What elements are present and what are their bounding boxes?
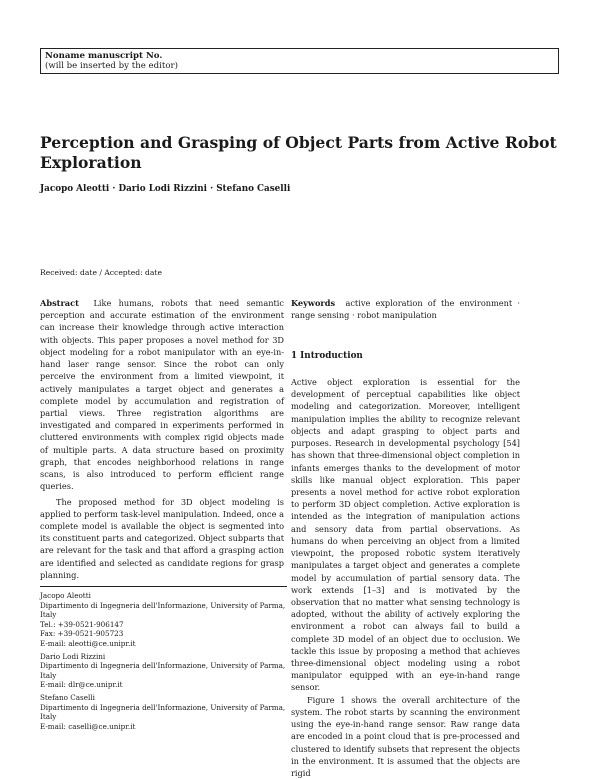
abstract-section bbox=[40, 297, 284, 581]
affiliation-3 bbox=[40, 693, 287, 731]
manuscript-note: (will be inserted by the editor) bbox=[45, 61, 178, 72]
keywords-label: Keywords bbox=[291, 298, 336, 308]
intro-paragraph-1: Active object exploration is essential for the development of perceptual capabilities like object modeling and categorization. Moreover, intelligent manipulation implies the ability to recognize relevant objects and adapt grasping to object parts and purposes. Research in developmental psychology [54] has shown that three-dimensional object completion in infants emerges thanks to the development of motor skills like manual object exploration. This paper presents a novel method for active robot exploration to perform 3D object completion. Active exploration is intended as the integration of manipulation actions and sensory data from partial observations. As humans do when perceiving an object from a limited viewpoint, the proposed robotic system iteratively manipulates a target object and generates a complete model by accumulation of partial sensory data. The work extends [1–3] and is motivated by the observation that no matter what sensing technology is adopted, without the ability of actively exploring the environment a robot can always fail to build a complete 3D model of an object due to occlusion. We tackle this issue by proposing a method that achieves three-dimensional object modeling using a robot manipulator equipped with an eye-in-hand range sensor. bbox=[291, 377, 520, 693]
manuscript-info-box bbox=[40, 48, 559, 74]
abstract-text-1: Like humans, robots that need semantic perception and accurate estimation of the environment can increase their knowledge through active interaction with objects. This paper proposes a novel method for 3D object modeling for a robot manipulator with an eye-in-hand laser range sensor. Since the robot can only perceive the environment from a limited viewpoint, it actively manipulates a target object and generates a complete model by accumulation and registration of partial views. Three registration algorithms are investigated and compared in experiments performed in cluttered environments with complex rigid objects made of multiple parts. A data structure based on proximity graph, that encodes neighborhood relations in range scans, is also introduced to perform efficient range queries. bbox=[40, 298, 284, 492]
affiliation-tel: Tel.: +39-0521-906147 bbox=[40, 619, 124, 629]
affiliation-name: Stefano Caselli bbox=[40, 692, 95, 702]
affiliation-email: E-mail: aleotti@ce.unipr.it bbox=[40, 638, 136, 648]
introduction-body bbox=[291, 376, 520, 779]
abstract-paragraph-2: The proposed method for 3D object modeling is applied to perform task-level manipulation. Indeed, once a complete model is available the object is segmented into its constituent parts and categorized. Object subparts that are relevant for the task and that afford a grasping action are identified and selected as candidate regions for grasp planning. bbox=[40, 496, 284, 580]
affiliation-email: E-mail: dlr@ce.unipr.it bbox=[40, 680, 123, 690]
paper-title: Perception and Grasping of Object Parts from Active Robot Exploration bbox=[40, 133, 557, 172]
affiliation-name: Dario Lodi Rizzini bbox=[40, 651, 106, 661]
received-date: Received: date / Accepted: date bbox=[40, 268, 162, 277]
affiliation-fax: Fax: +39-0521-905723 bbox=[40, 629, 124, 639]
affiliation-2 bbox=[40, 652, 287, 690]
affiliation-dept: Dipartimento di Ingegneria dell'Informazione, University of Parma, Italy bbox=[40, 702, 286, 722]
intro-paragraph-2: Figure 1 shows the overall architecture of the system. The robot starts by scanning the environment using the eye-in-hand range sensor. Raw range data are encoded in a point cloud that is pre-processed and clustered to identify subsets that represent the objects in the environment. It is assumed that the objects are rigid bbox=[291, 694, 520, 778]
abstract-paragraph-1 bbox=[40, 297, 284, 493]
affiliation-1 bbox=[40, 591, 287, 649]
section-heading-introduction: 1 Introduction bbox=[291, 351, 363, 361]
affiliation-dept: Dipartimento di Ingegneria dell'Informazione, University of Parma, Italy bbox=[40, 600, 286, 620]
keywords-section bbox=[291, 297, 520, 321]
author-affiliations bbox=[40, 586, 287, 734]
keywords-text: active exploration of the environment · range sensing · robot manipulation bbox=[291, 298, 520, 321]
abstract-label: Abstract bbox=[40, 298, 79, 308]
affiliation-email: E-mail: caselli@ce.unipr.it bbox=[40, 721, 136, 731]
affiliation-dept: Dipartimento di Ingegneria dell'Informazione, University of Parma, Italy bbox=[40, 661, 286, 680]
author-list: Jacopo Aleotti · Dario Lodi Rizzini · Stefano Caselli bbox=[40, 184, 291, 194]
manuscript-number: Noname manuscript No. bbox=[45, 51, 163, 61]
affiliation-name: Jacopo Aleotti bbox=[40, 591, 91, 600]
